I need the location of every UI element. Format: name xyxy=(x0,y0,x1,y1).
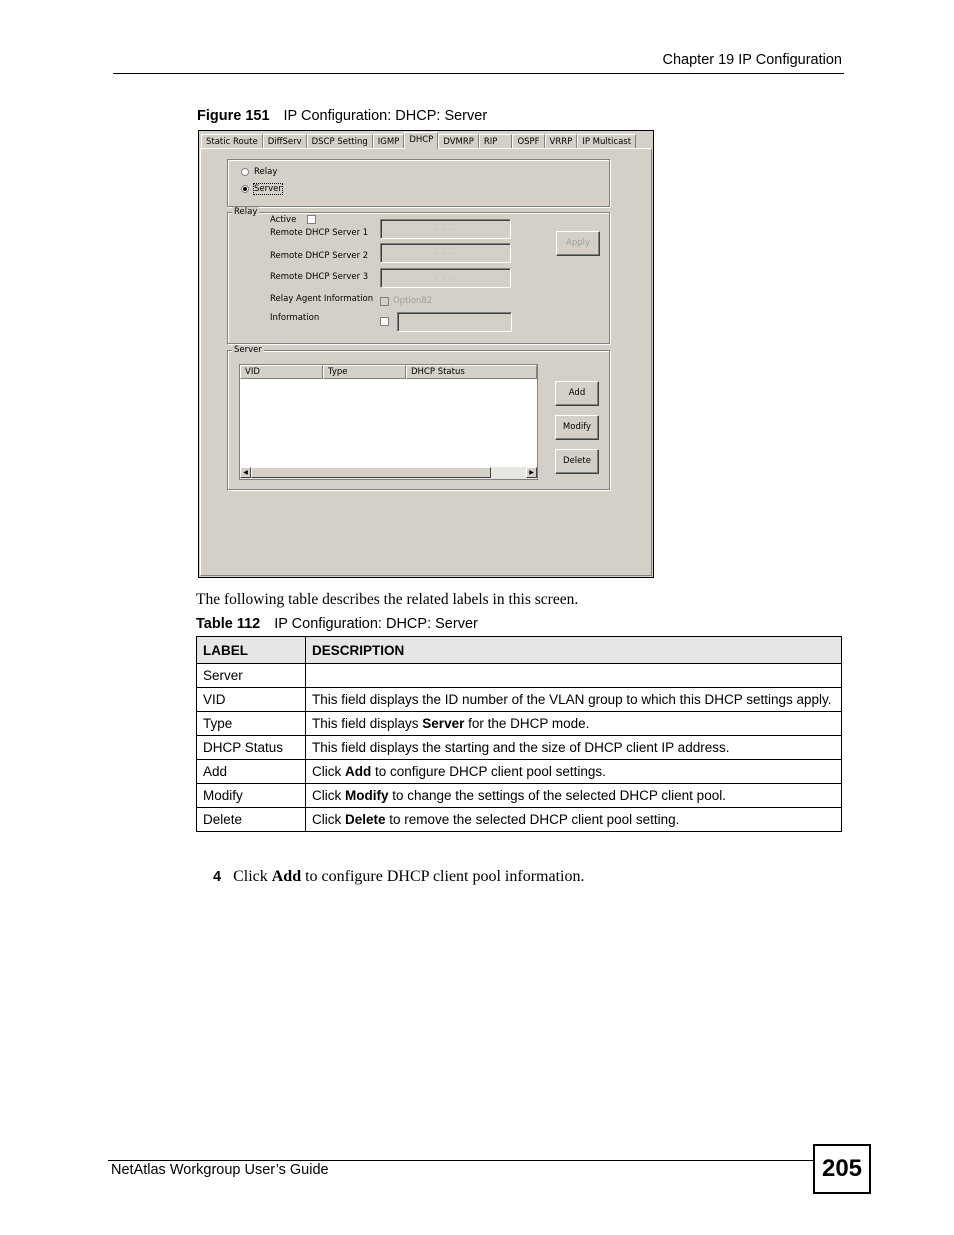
table-row xyxy=(197,808,842,832)
server-radio[interactable] xyxy=(241,185,249,193)
tab-igmp[interactable]: IGMP xyxy=(373,134,405,149)
tab-static-route[interactable]: Static Route xyxy=(201,134,263,149)
table-row xyxy=(197,736,842,760)
information-label: Information xyxy=(270,313,320,323)
modify-button[interactable]: Modify xyxy=(555,415,599,440)
server1-input[interactable]: . . . xyxy=(380,219,511,239)
option82-checkbox[interactable] xyxy=(380,297,389,306)
relay-legend: Relay xyxy=(234,207,258,217)
horizontal-scrollbar[interactable] xyxy=(240,467,537,479)
table-row xyxy=(197,784,842,808)
table-label: Table 112 xyxy=(196,616,261,632)
footer-rule xyxy=(108,1160,814,1161)
option82-label: Option82 xyxy=(393,296,433,306)
row-description: Click Add to configure DHCP client pool settings. xyxy=(306,760,842,784)
information-input[interactable] xyxy=(397,312,512,332)
column-header-type[interactable]: Type xyxy=(323,365,406,379)
header-description: DESCRIPTION xyxy=(306,637,842,664)
tab-dvmrp[interactable]: DVMRP xyxy=(438,134,479,149)
step-bold: Add xyxy=(271,868,302,885)
tab-bar xyxy=(201,132,636,148)
server1-label: Remote DHCP Server 1 xyxy=(270,228,369,238)
guide-title: NetAtlas Workgroup User’s Guide xyxy=(111,1162,329,1178)
active-checkbox[interactable] xyxy=(307,215,316,224)
server-list[interactable] xyxy=(239,364,538,480)
intro-text: The following table describes the related labels in this screen. xyxy=(196,591,579,608)
header-rule xyxy=(113,73,844,74)
tab-diffserv[interactable]: DiffServ xyxy=(263,134,307,149)
server3-input[interactable]: . . . xyxy=(380,268,511,288)
row-description: This field displays the ID number of the VLAN group to which this DHCP settings apply. xyxy=(306,688,842,712)
figure-title: IP Configuration: DHCP: Server xyxy=(283,108,488,124)
tab-vrrp[interactable]: VRRP xyxy=(545,134,578,149)
row-label: VID xyxy=(197,688,306,712)
row-description xyxy=(306,664,842,688)
row-description: Click Modify to change the settings of the selected DHCP client pool. xyxy=(306,784,842,808)
scroll-left-icon[interactable]: ◀ xyxy=(240,467,251,478)
table-row xyxy=(197,760,842,784)
column-header-dhcp-status[interactable]: DHCP Status xyxy=(406,365,537,379)
page-number: 205 xyxy=(813,1144,871,1194)
relay-radio-row[interactable] xyxy=(241,167,277,177)
chapter-title: Chapter 19 IP Configuration xyxy=(662,52,842,68)
tab-rip[interactable]: RIP xyxy=(479,134,513,149)
scroll-thumb[interactable] xyxy=(251,467,491,478)
header-label: LABEL xyxy=(197,637,306,664)
step-4: 4 Click Add to configure DHCP client pool information. xyxy=(213,868,585,885)
table-header-row xyxy=(197,637,842,664)
figure-label: Figure 151 xyxy=(197,108,270,124)
tab-dhcp[interactable]: DHCP xyxy=(404,132,438,149)
server-radio-row[interactable] xyxy=(241,184,282,194)
server-radio-label: Server xyxy=(254,184,282,194)
scroll-right-icon[interactable]: ▶ xyxy=(526,467,537,478)
row-description: This field displays Server for the DHCP mode. xyxy=(306,712,842,736)
dhcp-screenshot xyxy=(198,130,654,578)
column-header-vid[interactable]: VID xyxy=(240,365,323,379)
agent-info-label: Relay Agent Information xyxy=(270,294,374,304)
row-description: Click Delete to remove the selected DHCP client pool setting. xyxy=(306,808,842,832)
row-label: Add xyxy=(197,760,306,784)
step-number: 4 xyxy=(213,869,222,885)
table-title: IP Configuration: DHCP: Server xyxy=(274,616,478,632)
table-caption xyxy=(196,616,478,632)
mode-group xyxy=(227,159,610,207)
row-label: Modify xyxy=(197,784,306,808)
delete-button[interactable]: Delete xyxy=(555,449,599,474)
server3-label: Remote DHCP Server 3 xyxy=(270,272,369,282)
figure-caption xyxy=(197,108,487,124)
row-label: DHCP Status xyxy=(197,736,306,760)
tab-ip-multicast[interactable]: IP Multicast xyxy=(577,134,636,149)
row-label: Delete xyxy=(197,808,306,832)
relay-radio-label: Relay xyxy=(254,167,278,177)
server-legend: Server xyxy=(234,345,262,355)
table-row xyxy=(197,664,842,688)
information-checkbox[interactable] xyxy=(380,317,389,326)
description-table xyxy=(196,636,842,832)
apply-button[interactable]: Apply xyxy=(556,231,600,256)
row-label: Server xyxy=(197,664,306,688)
active-label: Active xyxy=(270,215,297,225)
server2-input[interactable]: . . . xyxy=(380,243,511,263)
tab-dscp-setting[interactable]: DSCP Setting xyxy=(307,134,373,149)
row-description: This field displays the starting and the size of DHCP client IP address. xyxy=(306,736,842,760)
tab-ospf[interactable]: OSPF xyxy=(512,134,544,149)
relay-radio[interactable] xyxy=(241,168,249,176)
add-button[interactable]: Add xyxy=(555,381,599,406)
row-label: Type xyxy=(197,712,306,736)
server2-label: Remote DHCP Server 2 xyxy=(270,251,369,261)
table-row xyxy=(197,712,842,736)
table-row xyxy=(197,688,842,712)
